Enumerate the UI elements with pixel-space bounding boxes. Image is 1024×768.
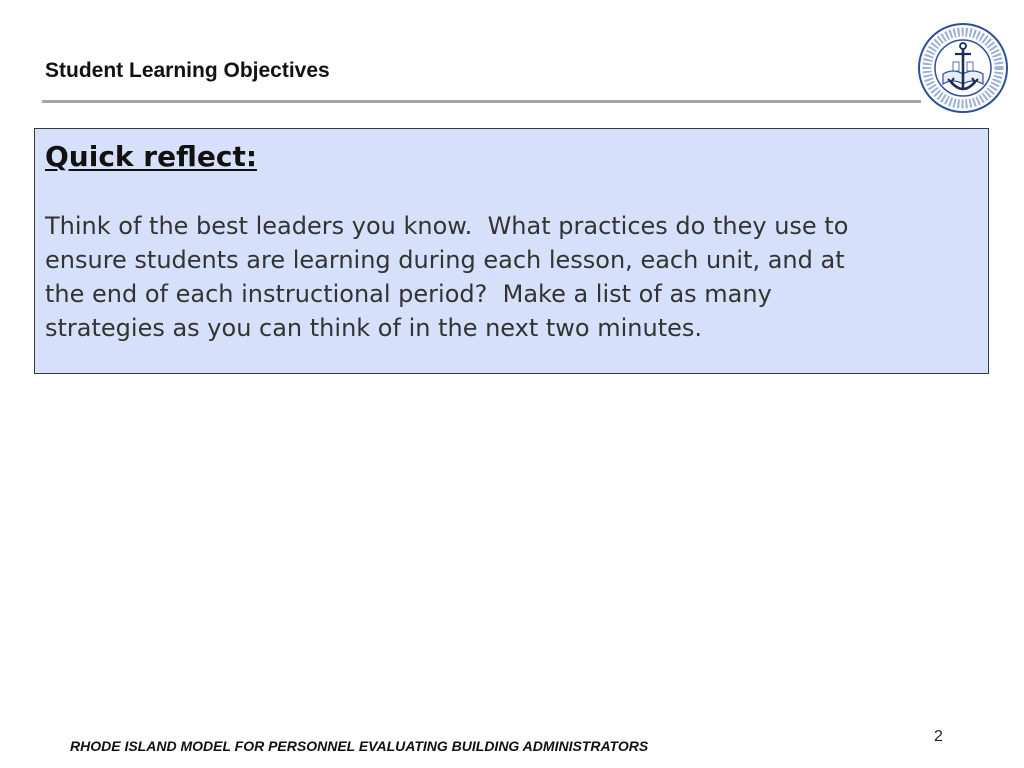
page-number: 2 — [934, 728, 943, 745]
reflect-panel — [34, 128, 989, 374]
title-divider — [42, 100, 921, 103]
reflect-body-text: Think of the best leaders you know. What practices do they use to ensure students are learning during each lesson, each unit, and at the end of each instructional period? Make a list of as many strategies as you can think of in the next two minutes. — [45, 212, 849, 342]
page-title: Student Learning Objectives — [45, 59, 330, 82]
reflect-heading: Quick reflect: — [45, 140, 258, 173]
seal-icon — [917, 22, 1009, 114]
footer-text: RHODE ISLAND MODEL FOR PERSONNEL EVALUATING BUILDING ADMINISTRATORS — [70, 738, 649, 754]
